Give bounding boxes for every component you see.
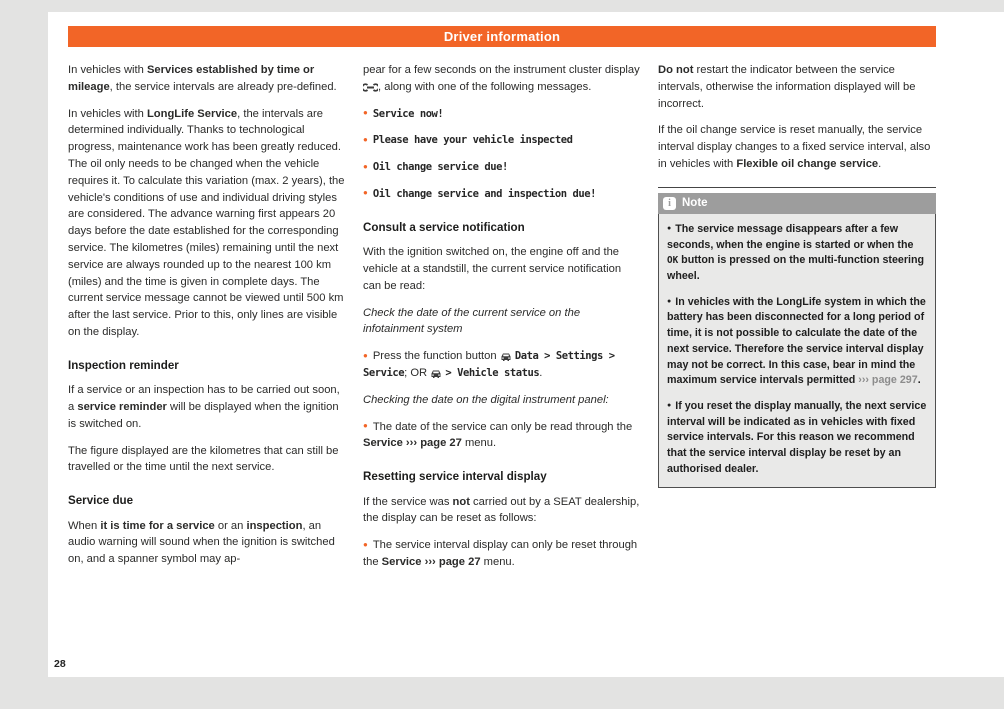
text-run-m: Please have your vehicle inspected <box>372 134 573 147</box>
text-run-b: it is time for a service <box>100 519 215 532</box>
paragraph <box>363 494 641 528</box>
text-run-b: Services established by time or mileage <box>68 64 315 93</box>
text-run: With the ignition switched on, the engine off and the vehicle at a standstill, the current service notification can be read: <box>363 246 622 292</box>
note-bullet-item <box>667 295 927 389</box>
bullet-dot: ● <box>667 298 672 306</box>
info-icon: i <box>663 197 676 210</box>
bullet-item <box>363 419 641 453</box>
bullet-dot: ● <box>667 402 672 410</box>
paragraph <box>68 106 346 341</box>
paragraph <box>68 518 346 568</box>
section-heading <box>363 468 641 485</box>
text-run-ref: ››› page 27 <box>424 555 481 568</box>
text-run: Check the date of the current service on the infotainment system <box>363 306 581 336</box>
text-run: If you reset the display manually, the next service interval will be indicated as in vehicles with fixed service intervals. For this reason we recommend that the service interval display be reset by an authorised dealer. <box>667 399 927 475</box>
italic-paragraph <box>363 392 641 409</box>
bullet-dot: ● <box>363 188 368 198</box>
text-run-b: Do not <box>658 64 694 76</box>
page-title-label: Driver information <box>443 29 561 44</box>
italic-paragraph <box>363 305 641 339</box>
text-run: When <box>68 519 101 532</box>
text-run: will be displayed when the ignition is switched on. <box>68 400 339 430</box>
text-run-b: LongLife Service <box>146 107 238 120</box>
column-right-text <box>658 62 936 173</box>
bullet-item <box>363 537 641 571</box>
text-run-m: Data > Settings > Service <box>363 350 615 379</box>
text-run: If a service or an inspection has to be carried out soon, a <box>68 384 340 413</box>
text-run-b: service reminder <box>77 400 167 413</box>
text-run: menu. <box>480 555 515 568</box>
text-run: carried out by a SEAT dealership, the display can be reset as follows: <box>363 495 640 525</box>
text-run: Press the function button <box>372 350 500 363</box>
text-run-m: Oil change service due! <box>372 161 508 174</box>
text-run: or an <box>214 519 247 532</box>
note-body <box>658 214 936 488</box>
text-run-m: Oil change service and inspection due! <box>372 187 596 200</box>
text-run: , the service intervals are already pre-defined. <box>109 80 337 93</box>
paragraph <box>658 62 936 112</box>
paragraph <box>363 62 641 96</box>
text-run: If the oil change service is reset manually, the service interval display changes to a fixed service interval, also in vehicles with <box>658 124 931 170</box>
text-run: ; OR <box>404 366 431 379</box>
page-title <box>68 26 936 47</box>
text-run: Inspection reminder <box>68 358 179 372</box>
bullet-item <box>363 159 641 176</box>
text-run: . <box>878 157 882 170</box>
text-run: Consult a service notification <box>363 220 525 234</box>
text-run: Resetting service interval display <box>363 470 547 484</box>
text-run: restart the indicator between the service intervals, otherwise the information displayed will be incorrect. <box>658 64 916 110</box>
paragraph <box>68 382 346 432</box>
bullet-dot: ● <box>363 108 368 118</box>
bullet-item <box>363 348 641 382</box>
text-run: , the intervals are determined individually. Thanks to technological progress, maintenance work has been greatly reduced. The oil only needs to be changed when the vehicle requires it. To calculate this variation (max. 2 years), the vehicle's conditions of use and individual driving styles are considered. The advance warning first appears 20 days before the date established for the corresponding service. The kilometres (miles) remaining until the next service are always rounded up to the nearest 100 km (miles) and the time is given in complete days. The current service message cannot be viewed until 500 km after the last service. Prior to this, only lines are visible on the display. <box>68 107 345 338</box>
text-run: Checking the date on the digital instrument panel: <box>363 393 609 406</box>
text-run: . <box>917 374 921 387</box>
bullet-item <box>363 132 641 149</box>
text-run: Service due <box>68 494 134 508</box>
paragraph <box>658 122 936 172</box>
text-run: In vehicles with <box>68 107 147 120</box>
bullet-dot: ● <box>363 350 368 360</box>
car-menu-icon <box>500 352 512 362</box>
manual-page <box>48 12 1004 677</box>
text-run-m: Service now! <box>372 107 444 120</box>
text-run-m: > Vehicle status <box>445 366 540 379</box>
paragraph <box>363 244 641 294</box>
text-run: In vehicles with <box>68 64 147 76</box>
text-run-b: Service <box>363 437 403 450</box>
text-run: pear for a few seconds on the instrument cluster display <box>363 64 640 76</box>
text-run-b: not <box>452 495 470 508</box>
bullet-dot: ● <box>363 539 368 549</box>
text-run: menu. <box>461 437 497 450</box>
note-box <box>658 187 936 488</box>
text-run-refgray: ››› page 297 <box>858 374 918 387</box>
text-run: , an audio warning will sound when the ignition is switched on, and a spanner symbol may ap- <box>68 519 335 566</box>
text-run: , along with one of the following messages. <box>378 80 592 93</box>
text-run: If the service was <box>363 495 453 508</box>
bullet-dot: ● <box>363 161 368 171</box>
note-bullet-item <box>667 222 927 285</box>
text-run: button is pressed on the multi-function steering wheel. <box>667 254 925 282</box>
section-heading <box>68 492 346 509</box>
text-run: The figure displayed are the kilometres that can still be travelled or the time until the next service. <box>68 444 339 474</box>
text-run-b: Flexible oil change service <box>736 157 879 170</box>
column-middle <box>363 62 641 581</box>
note-bullet-item <box>667 399 927 478</box>
text-run: . <box>539 366 543 379</box>
text-run: In vehicles with the LongLife system in which the battery has been disconnected for a long period of time, it is not possible to calculate the date of the next service. Therefore the service interval display may not be correct. In this case, bear in mind the maximum service intervals permitted <box>667 295 926 387</box>
text-run: The service interval display can only be reset through the <box>363 539 638 568</box>
section-heading <box>68 357 346 374</box>
column-right <box>658 62 936 488</box>
text-run-ref: ››› page 27 <box>405 437 462 450</box>
note-top-rule <box>658 187 936 188</box>
section-heading <box>363 219 641 236</box>
text-run: The service message disappears after a few seconds, when the engine is started or when the <box>667 222 914 251</box>
bullet-dot: ● <box>667 225 672 233</box>
text-run: The date of the service can only be read through the <box>372 420 633 433</box>
bullet-dot: ● <box>363 134 368 144</box>
column-left <box>68 62 346 578</box>
spanner-icon <box>363 83 378 92</box>
text-run-b: Service <box>381 555 422 568</box>
paragraph <box>68 62 346 96</box>
bullet-item <box>363 106 641 123</box>
note-header <box>658 193 936 214</box>
text-run-b: inspection <box>246 519 303 532</box>
bullet-item <box>363 186 641 203</box>
paragraph <box>68 443 346 477</box>
text-run-ok: OK <box>667 255 679 267</box>
page-number: 28 <box>54 658 66 670</box>
bullet-dot: ● <box>363 421 368 431</box>
car-menu-icon <box>430 369 442 379</box>
note-title: Note <box>682 196 708 209</box>
